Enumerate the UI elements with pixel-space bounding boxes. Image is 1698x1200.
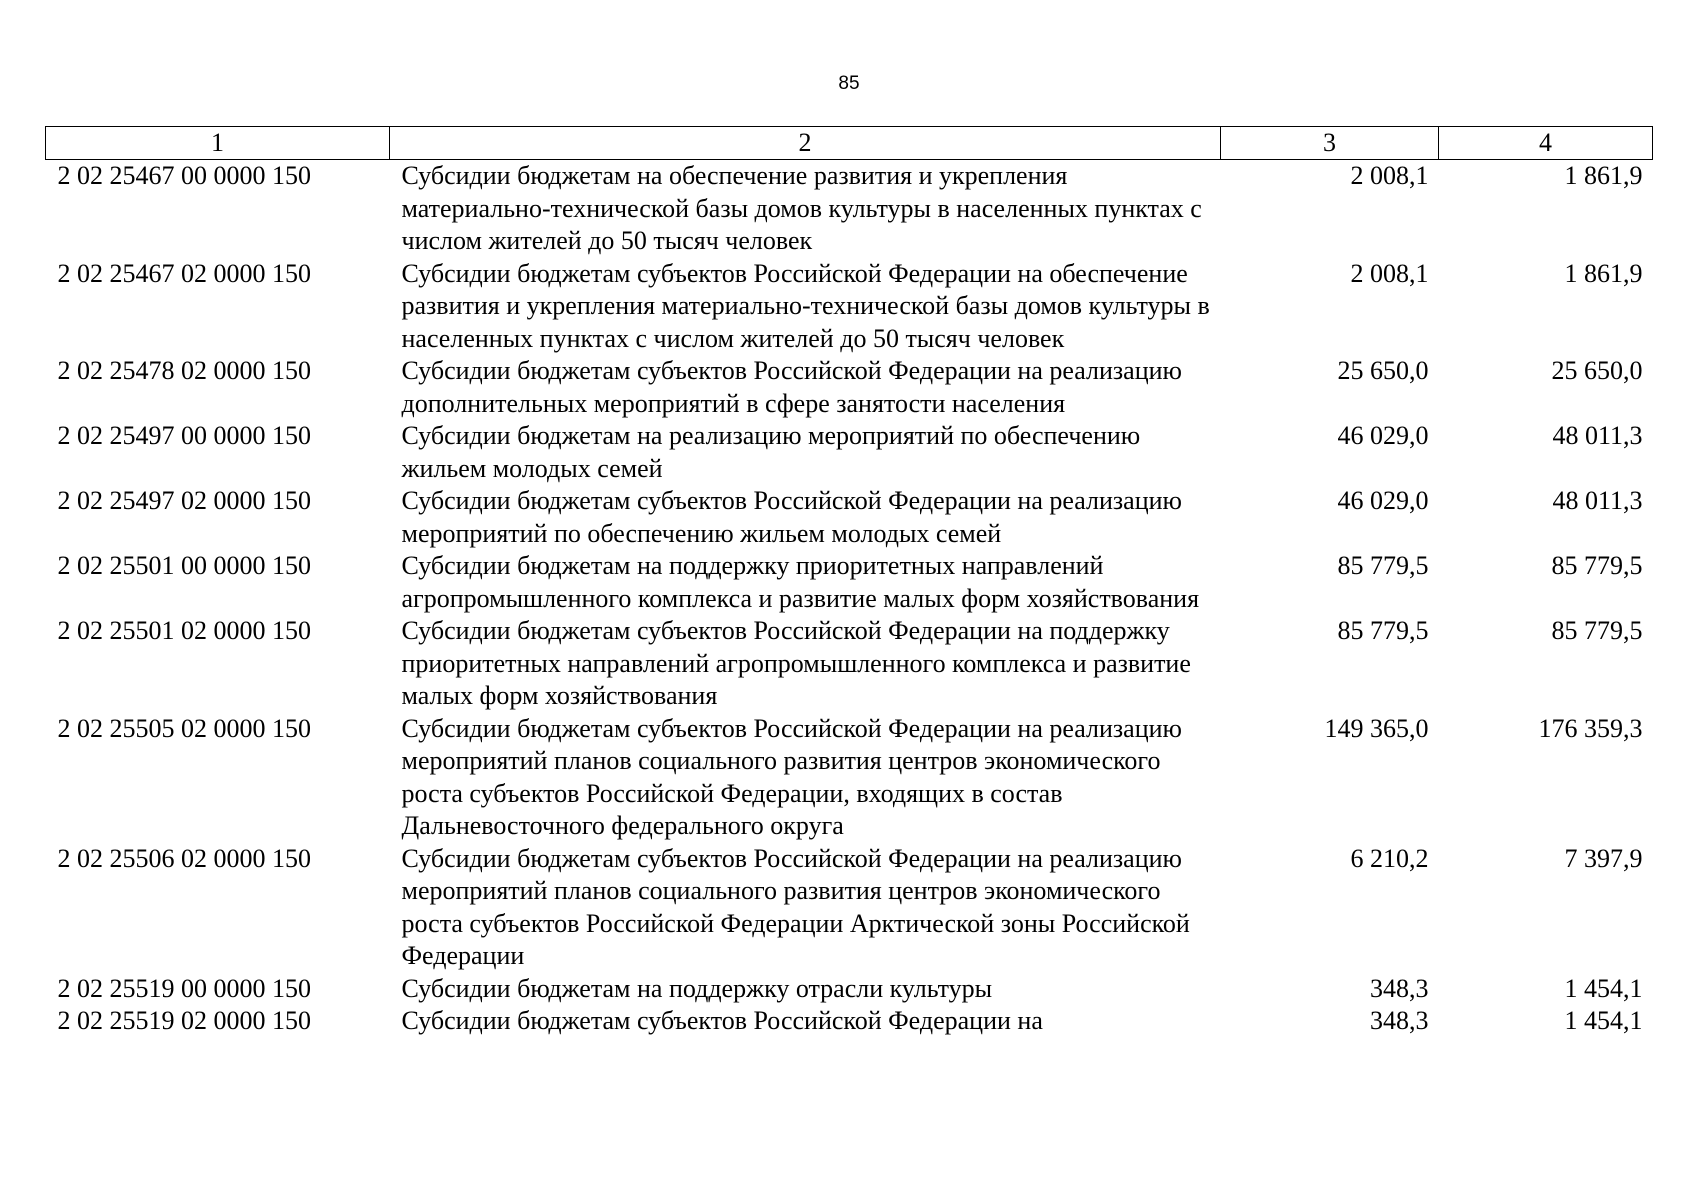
budget-code-cell: 2 02 25519 02 0000 150 xyxy=(57,1006,311,1035)
page-number: 85 xyxy=(838,73,860,94)
description-cell: Субсидии бюджетам субъектов Российской Федерации на xyxy=(401,1006,1043,1035)
value-col3-cell: 46 029,0 xyxy=(1337,486,1429,515)
description-cell: Субсидии бюджетам субъектов Российской Федерации на обеспечение развития и укрепления материально-технической базы домов культуры в населенных пунктах с числом жителей до 50 тысяч человек xyxy=(401,258,1210,353)
value-col4-cell: 85 779,5 xyxy=(1551,551,1643,580)
description-cell: Субсидии бюджетам на реализацию мероприятий по обеспечению жильем молодых семей xyxy=(401,421,1141,483)
value-col3-cell: 85 779,5 xyxy=(1337,551,1429,580)
value-col4-cell: 176 359,3 xyxy=(1538,713,1643,743)
value-col3-cell: 2 008,1 xyxy=(1350,258,1429,288)
budget-code-cell: 2 02 25519 00 0000 150 xyxy=(57,973,311,1003)
budget-code-cell: 2 02 25497 02 0000 150 xyxy=(57,486,311,515)
value-col4-cell: 1 454,1 xyxy=(1564,973,1643,1003)
description-cell: Субсидии бюджетам субъектов Российской Федерации на реализацию мероприятий по обеспечению жильем молодых семей xyxy=(401,486,1182,548)
description-cell: Субсидии бюджетам на поддержку отрасли культуры xyxy=(401,973,993,1003)
column-header-1: 1 xyxy=(46,127,390,160)
value-col3-cell: 46 029,0 xyxy=(1337,421,1429,450)
column-header-3: 3 xyxy=(1221,127,1439,160)
budget-table xyxy=(45,126,1653,1038)
table-row xyxy=(46,160,1653,258)
value-col3-cell: 85 779,5 xyxy=(1337,616,1429,645)
budget-code-cell: 2 02 25467 02 0000 150 xyxy=(57,258,311,288)
description-cell: Субсидии бюджетам субъектов Российской Федерации на реализацию мероприятий планов социального развития центров экономического роста субъектов Российской Федерации Арктической зоны Российской Федерации xyxy=(401,843,1190,970)
description-cell: Субсидии бюджетам на обеспечение развития и укрепления материально-технической базы домов культуры в населенных пунктах с числом жителей до 50 тысяч человек xyxy=(401,161,1202,255)
budget-code-cell: 2 02 25501 00 0000 150 xyxy=(57,551,311,580)
column-header-4: 4 xyxy=(1439,127,1653,160)
budget-code-cell: 2 02 25506 02 0000 150 xyxy=(57,843,311,873)
budget-code-cell: 2 02 25478 02 0000 150 xyxy=(57,356,311,385)
table-row xyxy=(46,485,1653,550)
value-col4-cell: 7 397,9 xyxy=(1564,843,1643,873)
table-row xyxy=(46,420,1653,485)
value-col3-cell: 2 008,1 xyxy=(1350,161,1429,190)
column-header-2: 2 xyxy=(390,127,1221,160)
value-col3-cell: 25 650,0 xyxy=(1337,356,1429,385)
value-col3-cell: 348,3 xyxy=(1370,973,1429,1003)
table-header-row xyxy=(46,127,1653,160)
value-col3-cell: 6 210,2 xyxy=(1350,843,1429,873)
value-col3-cell: 149 365,0 xyxy=(1324,713,1429,743)
table-row xyxy=(46,843,1653,973)
table-row xyxy=(46,258,1653,356)
value-col4-cell: 48 011,3 xyxy=(1552,421,1643,450)
table-row xyxy=(46,1005,1653,1038)
budget-code-cell: 2 02 25505 02 0000 150 xyxy=(57,713,311,743)
value-col4-cell: 1 454,1 xyxy=(1564,1006,1643,1035)
description-cell: Субсидии бюджетам субъектов Российской Федерации на реализацию мероприятий планов социального развития центров экономического роста субъектов Российской Федерации, входящих в состав Дальневосточного федерального округа xyxy=(401,713,1182,840)
value-col4-cell: 25 650,0 xyxy=(1551,356,1643,385)
table-row xyxy=(46,973,1653,1006)
budget-code-cell: 2 02 25497 00 0000 150 xyxy=(57,421,311,450)
value-col4-cell: 48 011,3 xyxy=(1552,486,1643,515)
table-row xyxy=(46,615,1653,713)
value-col4-cell: 85 779,5 xyxy=(1551,616,1643,645)
value-col4-cell: 1 861,9 xyxy=(1564,161,1643,190)
table-row xyxy=(46,355,1653,420)
description-cell: Субсидии бюджетам на поддержку приоритетных направлений агропромышленного комплекса и развитие малых форм хозяйствования xyxy=(401,551,1200,613)
value-col4-cell: 1 861,9 xyxy=(1564,258,1643,288)
value-col3-cell: 348,3 xyxy=(1370,1006,1429,1035)
description-cell: Субсидии бюджетам субъектов Российской Федерации на поддержку приоритетных направлений агропромышленного комплекса и развитие малых форм хозяйствования xyxy=(401,616,1191,710)
budget-code-cell: 2 02 25467 00 0000 150 xyxy=(57,161,311,190)
budget-code-cell: 2 02 25501 02 0000 150 xyxy=(57,616,311,645)
table-row xyxy=(46,550,1653,615)
table-row xyxy=(46,713,1653,843)
description-cell: Субсидии бюджетам субъектов Российской Федерации на реализацию дополнительных мероприятий в сфере занятости населения xyxy=(401,356,1182,418)
